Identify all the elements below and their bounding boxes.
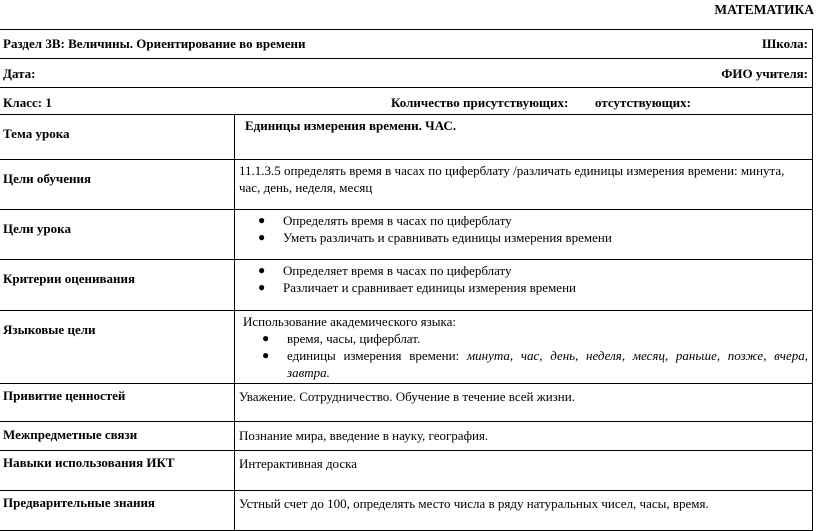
subject-title: МАТЕМАТИКА bbox=[714, 2, 814, 17]
class-label: Класс: 1 bbox=[3, 95, 52, 110]
prior-knowledge-value: Устный счет до 100, определять место числа в ряду натуральных чисел, часы, время. bbox=[235, 491, 813, 531]
language-goals-label: Языковые цели bbox=[0, 311, 235, 384]
list-item: ● Определяет время в часах по циферблату bbox=[258, 263, 512, 278]
list-item: ● единицы измерения времени: минута, час, день, неделя, месяц, раньше, позже, вчера, завтра. bbox=[262, 348, 809, 380]
criteria-list bbox=[239, 262, 808, 296]
values-value: Уважение. Сотрудничество. Обучение в течение всей жизни. bbox=[235, 384, 813, 422]
list-item: ● время, часы, циферблат. bbox=[262, 331, 421, 346]
bullet-icon: ● bbox=[258, 213, 266, 227]
bullet-icon: ● bbox=[262, 348, 270, 362]
lesson-plan-table bbox=[0, 29, 813, 531]
list-item: ● Различает и сравнивает единицы измерения времени bbox=[258, 280, 576, 295]
learning-goals-label: Цели обучения bbox=[0, 160, 235, 210]
date-label: Дата: bbox=[3, 66, 36, 81]
list-item: ● Определять время в часах по циферблату bbox=[258, 213, 512, 228]
list-item: ● Уметь различать и сравнивать единицы измерения времени bbox=[258, 230, 612, 245]
school-label: Школа: bbox=[761, 36, 809, 51]
criteria-label: Критерии оценивания bbox=[0, 260, 235, 311]
cross-curricular-label: Межпредметные связи bbox=[0, 422, 235, 451]
ict-label: Навыки использования ИКТ bbox=[0, 451, 235, 491]
section-title: Раздел 3В: Величины. Ориентирование во времени bbox=[3, 36, 306, 51]
absent-label: отсутствующих: bbox=[595, 95, 691, 110]
bullet-icon: ● bbox=[258, 263, 266, 277]
teacher-label: ФИО учителя: bbox=[721, 66, 809, 81]
topic-label: Тема урока bbox=[0, 115, 235, 160]
values-label: Привитие ценностей bbox=[0, 384, 235, 422]
learning-goals-value: 11.1.3.5 определять время в часах по циферблату /различать единицы измерения времени: минута, час, день, неделя, месяц bbox=[235, 160, 813, 210]
lesson-goals-label: Цели урока bbox=[0, 210, 235, 260]
prior-knowledge-label: Предварительные знания bbox=[0, 491, 235, 531]
language-list bbox=[243, 330, 808, 381]
present-label: Количество присутствующих: bbox=[391, 95, 569, 110]
bullet-icon: ● bbox=[262, 331, 270, 345]
lesson-goals-list bbox=[239, 212, 808, 246]
cross-curricular-value: Познание мира, введение в науку, география. bbox=[235, 422, 813, 451]
ict-value: Интерактивная доска bbox=[235, 451, 813, 491]
language-intro: Использование академического языка: bbox=[243, 314, 456, 329]
bullet-icon: ● bbox=[258, 280, 266, 294]
topic-value: Единицы измерения времени. ЧАС. bbox=[235, 115, 813, 160]
bullet-icon: ● bbox=[258, 230, 266, 244]
